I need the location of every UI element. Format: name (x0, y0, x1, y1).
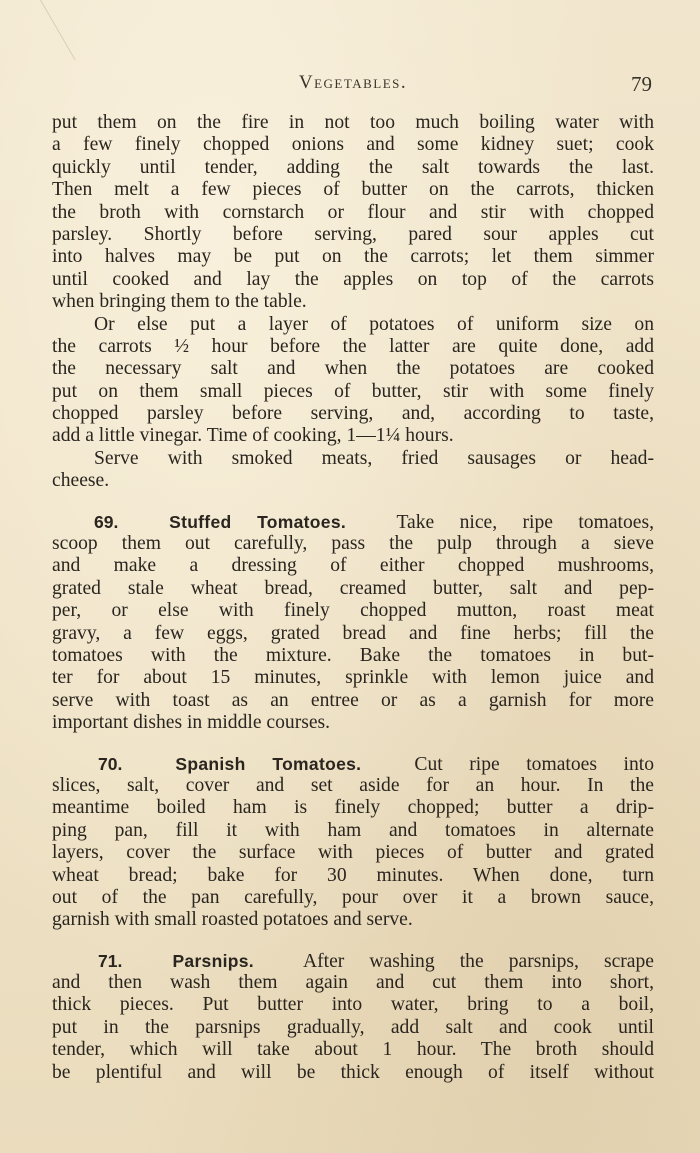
recipe-number: 69. (94, 511, 119, 532)
text-line: when bringing them to the table. (52, 291, 307, 313)
spacer (52, 735, 654, 753)
recipe-71-parsnips (52, 950, 654, 1084)
recipe-title: Stuffed Tomatoes. (169, 511, 347, 532)
recipe-text: Cut ripe tomatoes into (414, 753, 654, 775)
text-line: tomatoes with the mixture. Bake the tomatoes in but- (52, 644, 654, 666)
recipe-first-line (52, 753, 654, 775)
text-line: a few finely chopped onions and some kidney suet; cook (52, 134, 654, 156)
paragraph-carrots-continued (52, 112, 654, 314)
text-line: garnish with small roasted potatoes and serve. (52, 909, 413, 931)
text-line: and make a dressing of either chopped mushrooms, (52, 555, 654, 577)
text-line: be plentiful and will be thick enough of itself without (52, 1061, 654, 1083)
text-line: parsley. Shortly before serving, pared sour apples cut (52, 223, 654, 245)
spacer (52, 493, 654, 511)
text-line: Then melt a few pieces of butter on the carrots, thicken (52, 179, 654, 201)
text-line: the broth with cornstarch or flour and stir with chopped (52, 201, 654, 223)
text-line: until cooked and lay the apples on top of the carrots (52, 268, 654, 290)
text-line: tender, which will take about 1 hour. The broth should (52, 1039, 654, 1061)
text-line: scoop them out carefully, pass the pulp through a sieve (52, 533, 654, 555)
text-line: per, or else with finely chopped mutton, roast meat (52, 600, 654, 622)
spacer (52, 932, 654, 950)
text-line: layers, cover the surface with pieces of butter and grated (52, 842, 654, 864)
recipe-first-line (52, 511, 654, 533)
text-line: and then wash them again and cut them into short, (52, 972, 654, 994)
paragraph-serving (52, 448, 654, 493)
text-line: slices, salt, cover and set aside for an hour. In the (52, 774, 654, 796)
paragraph-potatoes-variation (52, 314, 654, 448)
text-line: gravy, a few eggs, grated bread and fine herbs; fill the (52, 622, 654, 644)
text-line: ping pan, fill it with ham and tomatoes in alternate (52, 819, 654, 841)
text-line: put in the parsnips gradually, add salt and cook until (52, 1016, 654, 1038)
page-crease (0, 0, 76, 60)
recipe-text: Take nice, ripe tomatoes, (396, 511, 654, 533)
text-line: Or else put a layer of potatoes of uniform size on (94, 313, 654, 335)
recipe-title: Spanish Tomatoes. (175, 753, 362, 774)
running-head: Vegetables. (298, 72, 408, 93)
recipe-text: After washing the parsnips, scrape (302, 950, 654, 972)
recipe-number: 71. (98, 950, 123, 971)
text-line: wheat bread; bake for 30 minutes. When done, turn (52, 864, 654, 886)
recipe-number: 70. (98, 753, 123, 774)
text-line: thick pieces. Put butter into water, bring to a boil, (52, 994, 654, 1016)
text-line: quickly until tender, adding the salt towards the last. (52, 156, 654, 178)
text-line: important dishes in middle courses. (52, 712, 331, 734)
text-line: add a little vinegar. Time of cooking, 1—1¼ hours. (52, 425, 454, 447)
text-line: serve with toast as an entree or as a garnish for more (52, 689, 654, 711)
text-line: chopped parsley before serving, and, according to taste, (52, 403, 654, 425)
page-header (52, 72, 654, 100)
text-line: the necessary salt and when the potatoes are cooked (52, 358, 654, 380)
text-line: put them on the fire in not too much boiling water with (52, 112, 654, 133)
text-line: out of the pan carefully, pour over it a brown sauce, (52, 886, 654, 908)
recipe-69-stuffed-tomatoes (52, 511, 654, 735)
page-number: 79 (631, 72, 652, 96)
text-line: ter for about 15 minutes, sprinkle with lemon juice and (52, 667, 654, 689)
text-line: grated stale wheat bread, creamed butter, salt and pep- (52, 577, 654, 599)
text-line: the carrots ½ hour before the latter are quite done, add (52, 335, 654, 357)
page-body (52, 112, 654, 1084)
text-line: put on them small pieces of butter, stir with some finely (52, 380, 654, 402)
text-line: Serve with smoked meats, fried sausages or head- (94, 447, 654, 469)
text-line: meantime boiled ham is finely chopped; butter a drip- (52, 797, 654, 819)
text-line: cheese. (52, 470, 110, 492)
recipe-title: Parsnips. (172, 950, 254, 971)
recipe-first-line (52, 950, 654, 972)
text-line: into halves may be put on the carrots; let them simmer (52, 246, 654, 268)
recipe-70-spanish-tomatoes (52, 753, 654, 932)
